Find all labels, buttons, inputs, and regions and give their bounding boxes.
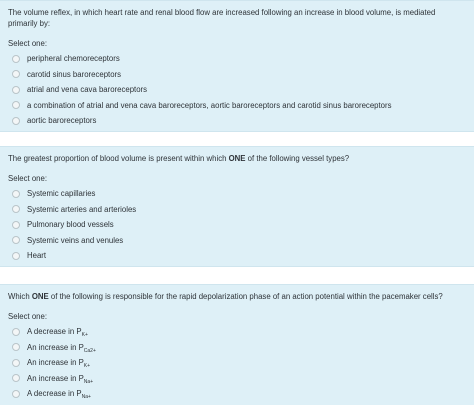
option-label: Pulmonary blood vessels <box>27 220 114 230</box>
option-label: carotid sinus baroreceptors <box>27 69 122 79</box>
radio-button[interactable] <box>12 374 20 382</box>
option-label <box>27 389 91 401</box>
radio-button[interactable] <box>12 343 20 351</box>
select-one-label-2: Select one: <box>8 174 48 183</box>
radio-button[interactable] <box>12 221 20 229</box>
select-one-label-3: Select one: <box>8 312 48 321</box>
question-text-3 <box>8 291 466 302</box>
option-label: a combination of atrial and vena cava baroreceptors, aortic baroreceptors and carotid sinus baroreceptors <box>27 100 392 110</box>
option-label <box>27 343 96 352</box>
option-main-text: An increase in P <box>27 373 84 383</box>
option-q2-2[interactable] <box>8 202 466 218</box>
option-q2-3[interactable] <box>8 217 466 233</box>
question-card-1 <box>0 0 474 132</box>
radio-button[interactable] <box>12 117 20 125</box>
question-card-3 <box>0 284 474 405</box>
radio-button[interactable] <box>12 86 20 94</box>
option-main-text: An increase in P <box>27 358 84 368</box>
option-q1-2[interactable] <box>8 67 466 83</box>
option-subscript: Na+ <box>83 378 94 385</box>
option-label: aortic baroreceptors <box>27 116 97 126</box>
question-text-part: The greatest proportion of blood volume is present within which <box>8 154 229 163</box>
radio-button[interactable] <box>12 55 20 63</box>
option-q3-4[interactable] <box>8 371 466 387</box>
radio-button[interactable] <box>12 190 20 198</box>
radio-button[interactable] <box>12 252 20 260</box>
option-q2-5[interactable] <box>8 248 466 264</box>
option-subscript: Ca2+ <box>83 347 96 354</box>
question-emphasis: ONE <box>228 154 246 163</box>
option-label: peripheral chemoreceptors <box>27 54 120 64</box>
option-subscript: K+ <box>81 332 88 339</box>
question-text-part: Which <box>8 292 32 301</box>
option-q1-5[interactable] <box>8 113 466 129</box>
radio-button[interactable] <box>12 205 20 213</box>
option-q3-3[interactable] <box>8 355 466 371</box>
option-q1-3[interactable] <box>8 82 466 98</box>
option-label: atrial and vena cava baroreceptors <box>27 85 148 95</box>
radio-button[interactable] <box>12 236 20 244</box>
question-emphasis: ONE <box>31 292 49 301</box>
question-text-2 <box>8 153 466 164</box>
option-main-text: A decrease in P <box>27 389 82 399</box>
option-main-text: An increase in P <box>27 342 84 352</box>
option-subscript: Na+ <box>81 394 91 401</box>
option-label <box>27 358 91 370</box>
option-label: Systemic veins and venules <box>27 235 124 245</box>
option-label <box>27 374 93 383</box>
radio-button[interactable] <box>12 70 20 78</box>
radio-button[interactable] <box>12 359 20 367</box>
radio-button[interactable] <box>12 390 20 398</box>
option-q3-2[interactable] <box>8 340 466 356</box>
option-label: Heart <box>27 251 47 261</box>
option-main-text: A decrease in P <box>27 327 82 337</box>
question-text-1: The volume reflex, in which heart rate and renal blood flow are increased following an increase in blood volume, is mediated primarily by: <box>8 8 436 28</box>
question-text-part: of the following is responsible for the rapid depolarization phase of an action potential within the pacemaker cells? <box>48 292 443 301</box>
question-text-part: of the following vessel types? <box>245 154 350 163</box>
option-q3-5[interactable] <box>8 386 466 402</box>
radio-button[interactable] <box>12 328 20 336</box>
option-q1-1[interactable] <box>8 51 466 67</box>
option-label <box>27 327 88 339</box>
question-card-2 <box>0 146 474 267</box>
option-q1-4[interactable] <box>8 98 466 114</box>
select-one-label-1: Select one: <box>8 39 48 48</box>
option-subscript: K+ <box>83 363 91 370</box>
option-q2-1[interactable] <box>8 186 466 202</box>
option-label: Systemic arteries and arterioles <box>27 204 137 214</box>
option-q2-4[interactable] <box>8 233 466 249</box>
radio-button[interactable] <box>12 101 20 109</box>
option-label: Systemic capillaries <box>27 189 96 199</box>
option-q3-1[interactable] <box>8 324 466 340</box>
